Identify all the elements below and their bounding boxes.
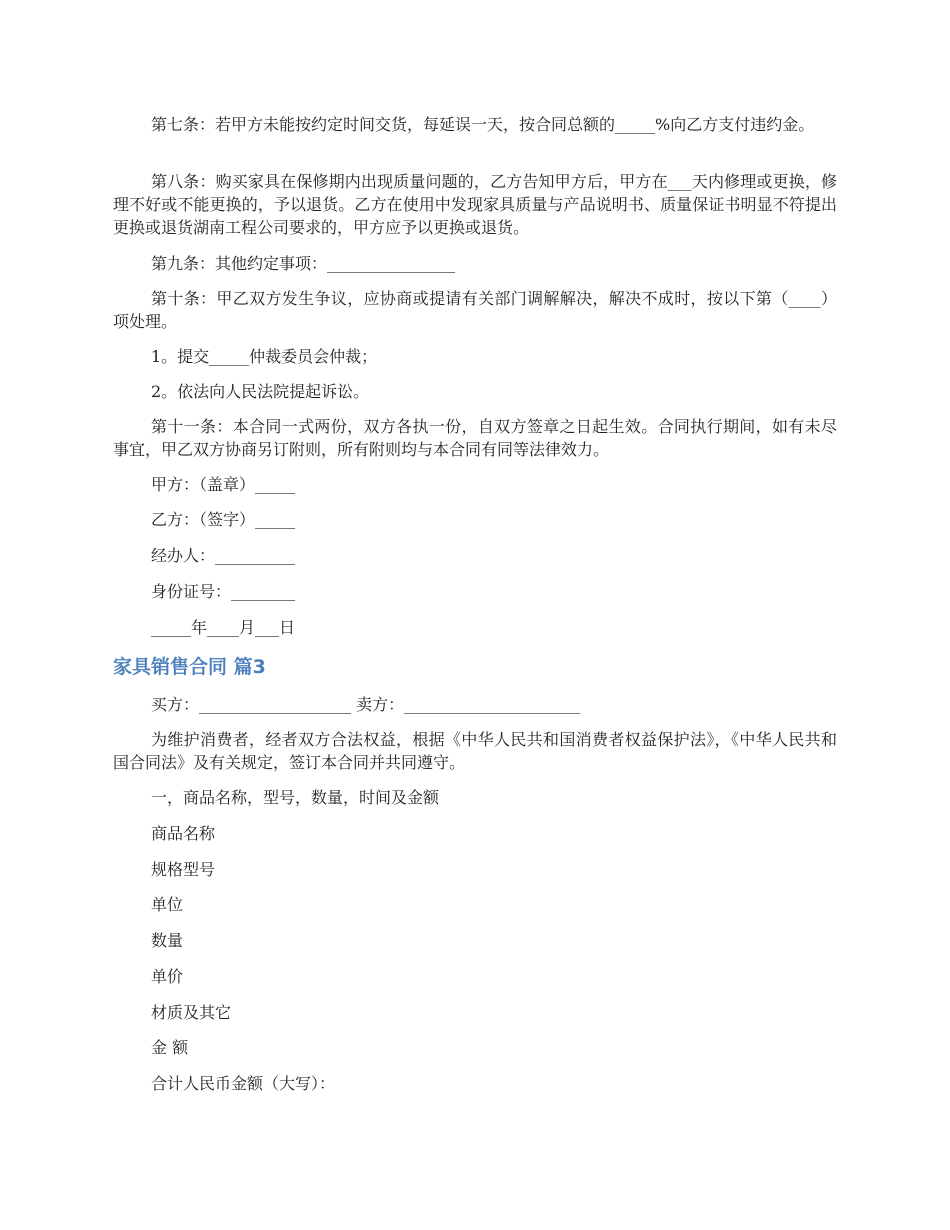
- date-line: _____年____月___日: [151, 618, 296, 637]
- id-number-line: 身份证号：________: [151, 582, 296, 601]
- field-amount: 金 额: [151, 1038, 189, 1057]
- field-quantity: 数量: [151, 931, 184, 950]
- handler-line: 经办人：__________: [151, 546, 296, 565]
- arbitration-option-2: 2。依法向人民法院提起诉讼。: [151, 382, 370, 401]
- article-11: 第十一条：本合同一式两份，双方各执一份，自双方签章之日起生效。合同执行期间，如有未尽事宜，甲乙双方协商另订附则，所有附则均与本合同有同等法律效力。: [113, 417, 837, 459]
- field-total-rmb: 合计人民币金额（大写）：: [151, 1074, 336, 1093]
- article-8: 第八条：购买家具在保修期内出现质量问题的，乙方告知甲方后，甲方在___天内修理或更换，修理不好或不能更换的，予以退货。乙方在使用中发现家具质量与产品说明书、质量保证书明显不符提出更换或退货湖南工程公司要求的，甲方应予以更换或退货。: [113, 172, 837, 237]
- intro-paragraph: 为维护消费者，经者双方合法权益，根据《中华人民共和国消费者权益保护法》，《中华人民共和国合同法》及有关规定，签订本合同并共同遵守。: [113, 730, 837, 772]
- field-unit-price: 单价: [151, 967, 184, 986]
- field-spec-model: 规格型号: [151, 860, 216, 879]
- article-10: 第十条：甲乙双方发生争议，应协商或提请有关部门调解解决，解决不成时，按以下第（____）项处理。: [113, 289, 837, 331]
- article-9: 第九条：其他约定事项：________________: [151, 254, 456, 273]
- party-a-signature: 甲方：（盖章）_____: [151, 475, 296, 494]
- buyer-seller-line: 买方：___________________ 卖方：______________________: [151, 695, 581, 714]
- clause-1-title: 一，商品名称，型号，数量，时间及金额: [151, 788, 440, 807]
- section-heading: 家具销售合同 篇3: [113, 656, 266, 678]
- arbitration-option-1: 1。提交_____仲裁委员会仲裁；: [151, 347, 378, 366]
- field-unit: 单位: [151, 895, 184, 914]
- article-7: 第七条：若甲方未能按约定时间交货，每延误一天，按合同总额的_____%向乙方支付违约金。: [151, 115, 815, 134]
- field-material: 材质及其它: [151, 1003, 232, 1022]
- field-product-name: 商品名称: [151, 824, 216, 843]
- party-b-signature: 乙方：（签字）_____: [151, 510, 296, 529]
